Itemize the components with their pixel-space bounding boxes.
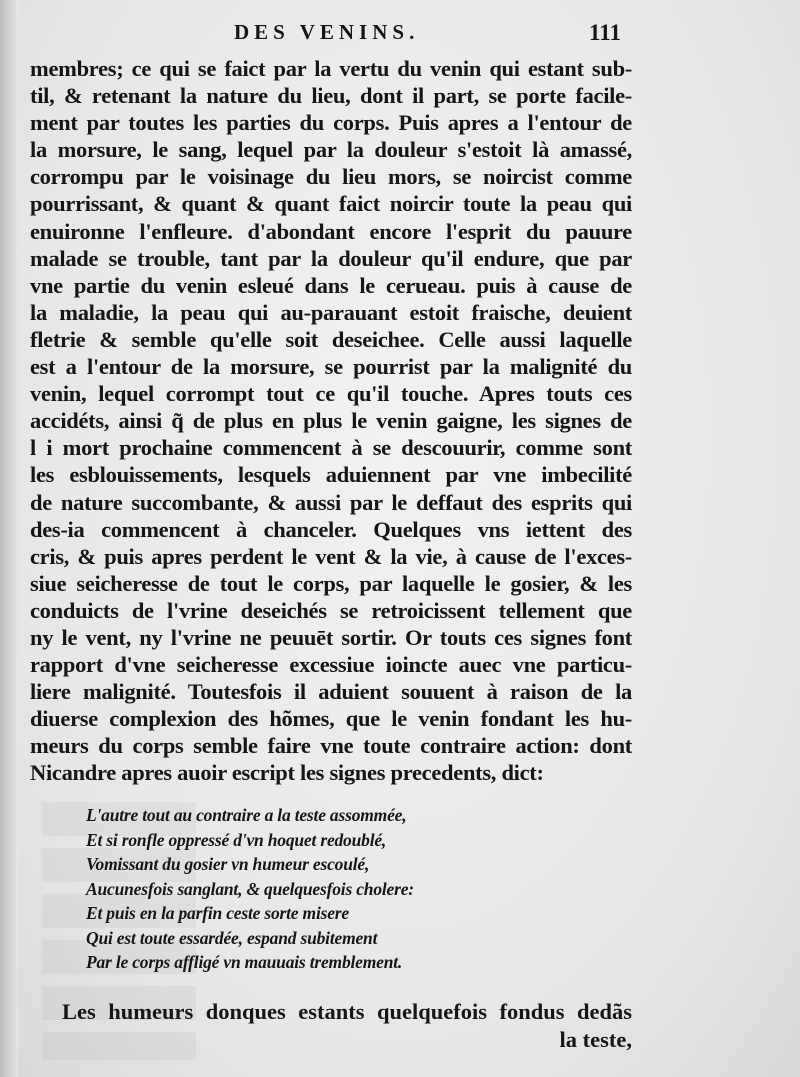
verse-line: Qui est toute essardée, espand subitement [86,927,378,948]
text-line: diuerse complexion des hõmes, que le venin fondant les hu- [30,706,632,732]
verse-line: Et puis en la parfin ceste sorte misere [86,903,349,923]
text-line: conduicts de l'vrine deseichés se retroicissent tellement que [30,597,632,623]
running-title: DES VENINS. [234,20,420,44]
text-line: malade se trouble, tant par la douleur qu'il endure, que par [30,245,632,271]
text-line: des-ia commencent à chanceler. Quelques vns iettent des [30,516,632,542]
page-gutter-shadow [0,0,18,1077]
verse-line: Et si ronfle oppressé d'vn hoquet redoublé, [86,829,387,850]
text-line: siue seicheresse de tout le corps, par laquelle le gosier, & les [30,570,632,596]
text-line: est a l'entour de la morsure, se pourrist par la malignité du [30,354,632,380]
closing-paragraph [62,998,632,1054]
verse-quotation [86,803,506,975]
verse-line: Vomissant du gosier vn humeur escoulé, [86,854,370,874]
text-line: de nature succombante, & aussi par le deffaut des esprits qui [30,489,632,515]
text-line: pourrissant, & quant & quant faict noircir toute la peau qui [30,191,632,217]
verse-line: L'autre tout au contraire a la teste assommée, [86,805,407,825]
text-line: venin, lequel corrompt tout ce qu'il touche. Apres touts ces [30,381,632,407]
text-line: la morsure, le sang, lequel par la douleur s'estoit là amassé, [30,137,632,163]
verse-line: Aucunesfois sanglant, & quelquesfois cholere: [86,878,414,899]
text-line: accidéts, ainsi q̃ de plus en plus le venin gaigne, les signes de [30,408,632,434]
text-line: l i mort prochaine commencent à se descouurir, comme sont [30,435,632,461]
body-text [30,55,632,787]
verse-line: Par le corps affligé vn mauuais tremblement. [86,952,403,972]
text-line: cris, & puis apres perdent le vent & la vie, à cause de l'exces- [30,543,632,569]
text-line: liere malignité. Toutesfois il aduient souuent à raison de la [30,679,632,705]
text-line: les esblouissements, lesquels aduiennent par vne imbecilité [30,462,632,488]
catchword: la teste, [559,1027,632,1052]
text-line: la maladie, la peau qui au-parauant estoit fraische, deuient [30,299,632,325]
text-line: vne partie du venin esleué dans le cerueau. puis à cause de [30,272,632,298]
text-line: corrompu par le voisinage du lieu mors, se noircist comme [30,164,632,190]
text-line: rapport d'vne seicheresse excessiue ioincte auec vne particu- [30,652,632,678]
text-line: Nicandre apres auoir escript les signes precedents, dict: [30,760,544,786]
text-line: membres; ce qui se faict par la vertu du venin qui estant sub- [30,56,632,81]
text-line: ment par toutes les parties du corps. Puis apres a l'entour de [30,110,632,136]
closing-line: Les humeurs donques estants quelquefois fondus dedãs [62,999,632,1024]
page-number: 111 [589,20,621,45]
text-line: ny le vent, ny l'vrine ne peuuēt sortir. Or touts ces signes font [30,624,632,650]
page-header [0,20,800,50]
text-line: meurs du corps semble faire vne toute contraire action: dont [30,733,632,759]
text-line: fletrie & semble qu'elle soit deseichee. Celle aussi laquelle [30,326,632,352]
text-line: til, & retenant la nature du lieu, dont il part, se porte facile- [30,83,632,109]
text-line: enuironne l'enfleure. d'abondant encore l'esprit du pauure [30,218,632,244]
